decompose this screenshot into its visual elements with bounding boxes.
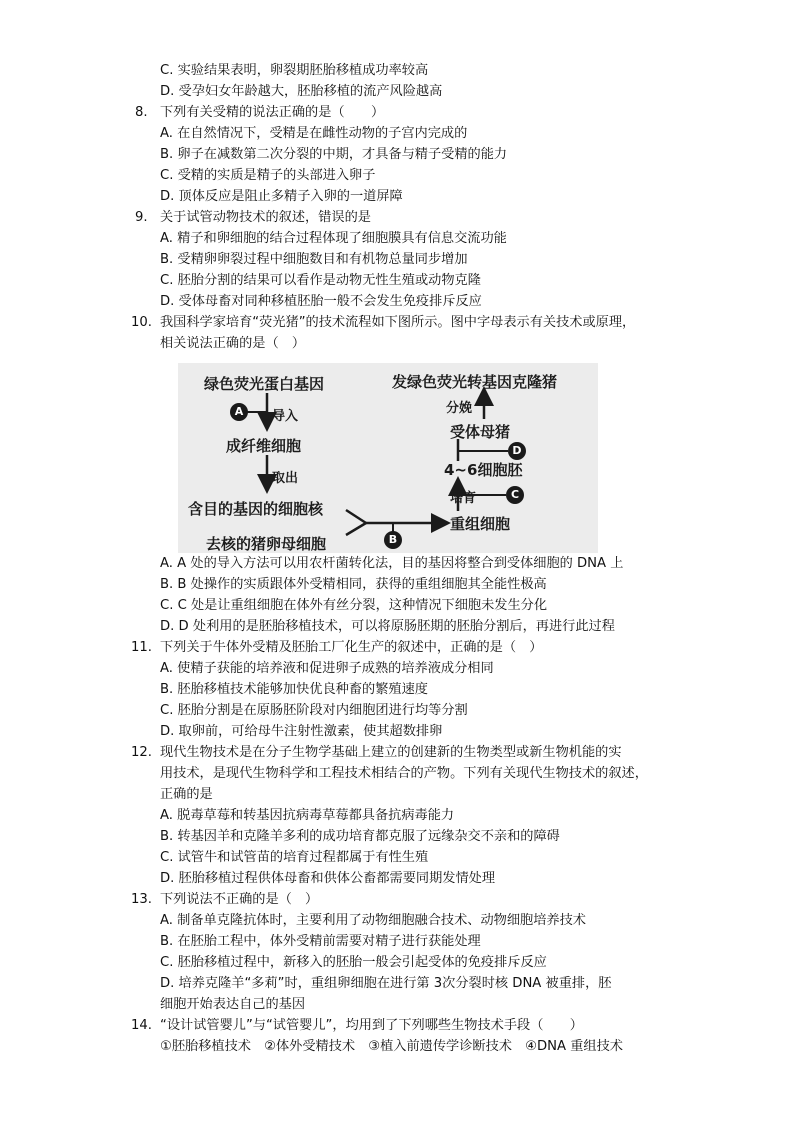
question-12-stem-cont: 用技术，是现代生物科学和工程技术相结合的产物。下列有关现代生物技术的叙述， (160, 766, 648, 781)
enucleated-oocyte-label: 去核的猪卵母细胞 (206, 535, 327, 553)
q8-option-b: B. 卵子在减数第二次分裂的中期，才具备与精子受精的能力 (160, 147, 508, 162)
q7-option-c: C. 实验结果表明，卵裂期胚胎移植成功率较高 (160, 63, 429, 78)
q10-option-a: A. A 处的导入方法可以用农杆菌转化法，目的基因将整合到受体细胞的 DNA 上 (160, 556, 624, 571)
recombinant-cell-label: 重组细胞 (450, 515, 511, 533)
marker-d: D (508, 442, 526, 460)
q11-option-c: C. 胚胎分割是在原肠胚阶段对内细胞团进行均等分割 (160, 703, 468, 718)
q10-option-d: D. D 处利用的是胚胎移植技术，可以将原肠胚期的胚胎分割后，再进行此过程 (160, 619, 615, 634)
q13-option-d-cont: 细胞开始表达自己的基因 (160, 997, 306, 1012)
nucleus-label: 含目的基因的细胞核 (188, 500, 324, 518)
q8-option-d: D. 顶体反应是阻止多精子入卵的一道屏障 (160, 189, 403, 204)
gfp-gene-label: 绿色荧光蛋白基因 (204, 375, 325, 393)
marker-c: C (506, 486, 524, 504)
question-number: 10. (131, 315, 152, 330)
question-12-stem: 现代生物技术是在分子生物学基础上建立的创建新的生物类型或新生物机能的实 (160, 745, 622, 760)
q11-option-d: D. 取卵前，可给母牛注射性激素，使其超数排卵 (160, 724, 443, 739)
fluorescent-pig-flow-diagram (178, 363, 598, 553)
question-10-stem: 我国科学家培育“荧光猪”的技术流程如下图所示。图中字母表示有关技术或原理， (160, 315, 636, 330)
import-label: 导入 (272, 409, 299, 424)
embryo-label: 4~6细胞胚 (444, 461, 523, 479)
question-13-stem: 下列说法不正确的是（ ） (160, 892, 319, 907)
q13-option-c: C. 胚胎移植过程中，新移入的胚胎一般会引起受体的免疫排斥反应 (160, 955, 547, 970)
q13-option-b: B. 在胚胎工程中，体外受精前需要对精子进行获能处理 (160, 934, 481, 949)
q14-choices: ①胚胎移植技术 ②体外受精技术 ③植入前遗传学诊断技术 ④DNA 重组技术 (160, 1039, 623, 1054)
question-number: 11. (131, 640, 152, 655)
q9-option-a: A. 精子和卵细胞的结合过程体现了细胞膜具有信息交流功能 (160, 231, 507, 246)
q9-option-b: B. 受精卵卵裂过程中细胞数目和有机物总量同步增加 (160, 252, 468, 267)
marker-b: B (384, 531, 402, 549)
q7-option-d: D. 受孕妇女年龄越大，胚胎移植的流产风险越高 (160, 84, 443, 99)
q13-option-a: A. 制备单克隆抗体时，主要利用了动物细胞融合技术、动物细胞培养技术 (160, 913, 586, 928)
fibroblast-label: 成纤维细胞 (226, 437, 302, 455)
marker-a: A (230, 403, 248, 421)
q11-option-a: A. 使精子获能的培养液和促进卵子成熟的培养液成分相同 (160, 661, 494, 676)
question-14-stem: “设计试管婴儿”与“试管婴儿”，均用到了下列哪些生物技术手段（ ） (160, 1018, 583, 1033)
question-11-stem: 下列关于牛体外受精及胚胎工厂化生产的叙述中，正确的是（ ） (160, 640, 543, 655)
q9-option-c: C. 胚胎分割的结果可以看作是动物无性生殖或动物克隆 (160, 273, 481, 288)
q12-option-b: B. 转基因羊和克隆羊多利的成功培育都克服了远缘杂交不亲和的障碍 (160, 829, 560, 844)
question-9-stem: 关于试管动物技术的叙述，错误的是 (160, 210, 371, 225)
question-number: 14. (131, 1018, 152, 1033)
transgenic-clone-pig-label: 发绿色荧光转基因克隆猪 (392, 373, 558, 391)
question-8-stem: 下列有关受精的说法正确的是（ ） (160, 105, 385, 120)
question-number: 12. (131, 745, 152, 760)
q12-option-a: A. 脱毒草莓和转基因抗病毒草莓都具备抗病毒能力 (160, 808, 455, 823)
q10-option-c: C. C 处是让重组细胞在体外有丝分裂，这种情况下细胞未发生分化 (160, 598, 548, 613)
q12-option-d: D. 胚胎移植过程供体母畜和供体公畜都需要同期发情处理 (160, 871, 496, 886)
q9-option-d: D. 受体母畜对同种移植胚胎一般不会发生免疫排斥反应 (160, 294, 482, 309)
birth-label: 分娩 (446, 401, 473, 416)
q8-option-c: C. 受精的实质是精子的头部进入卵子 (160, 168, 376, 183)
question-number: 9. (135, 210, 148, 225)
q10-option-b: B. B 处操作的实质跟体外受精相同，获得的重组细胞其全能性极高 (160, 577, 547, 592)
q8-option-a: A. 在自然情况下，受精是在雌性动物的子宫内完成的 (160, 126, 468, 141)
q12-option-c: C. 试管牛和试管苗的培育过程都属于有性生殖 (160, 850, 429, 865)
q11-option-b: B. 胚胎移植技术能够加快优良种畜的繁殖速度 (160, 682, 428, 697)
q13-option-d: D. 培养克隆羊“多莉”时，重组卵细胞在进行第 3次分裂时核 DNA 被重排，胚 (160, 976, 612, 991)
recipient-sow-label: 受体母猪 (450, 423, 511, 441)
question-12-stem-cont: 正确的是 (160, 787, 213, 802)
culture-label: 培育 (450, 491, 477, 506)
question-number: 13. (131, 892, 152, 907)
question-number: 8. (135, 105, 148, 120)
question-10-stem-cont: 相关说法正确的是（ ） (160, 336, 306, 351)
extract-label: 取出 (272, 471, 299, 486)
